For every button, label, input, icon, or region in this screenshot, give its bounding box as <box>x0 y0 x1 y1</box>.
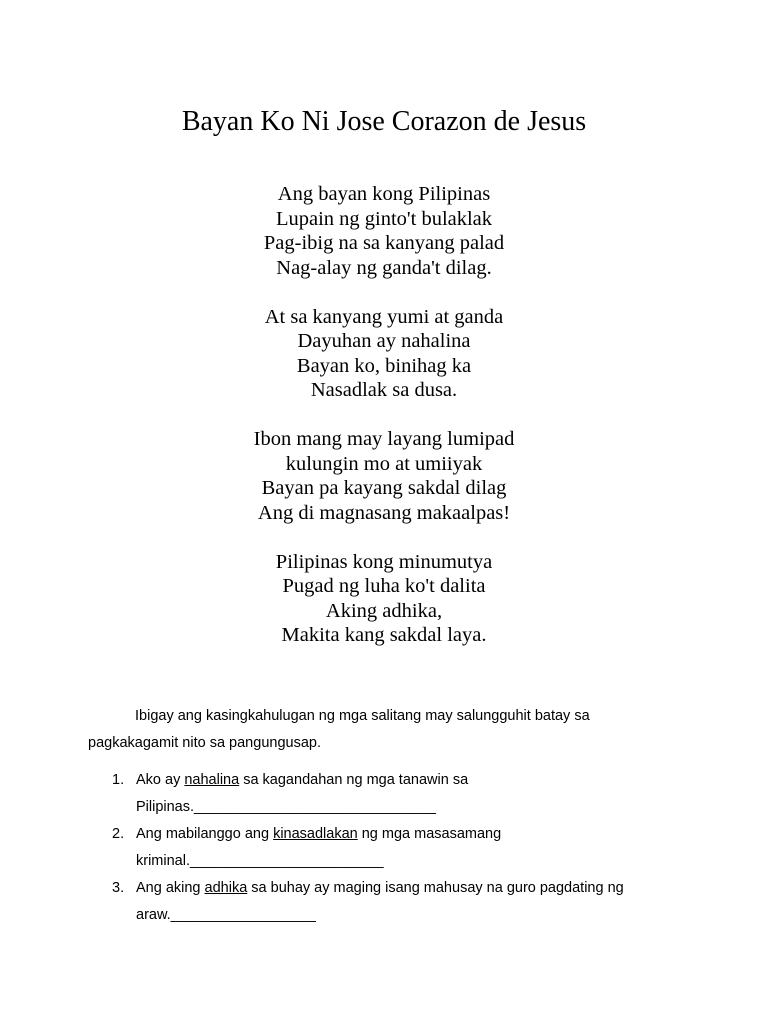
poem-stanza <box>0 550 768 648</box>
question-text: Ang mabilanggo ang kinasadlakan ng mga masasamang <box>136 826 502 842</box>
poem-line: Ibon mang may layang lumipad <box>253 428 515 450</box>
poem-line: Pugad ng luha ko't dalita <box>282 575 486 597</box>
question-item <box>88 875 708 929</box>
question-number: 3. <box>112 880 125 896</box>
poem-line: Nag-alay ng ganda't dilag. <box>276 256 492 279</box>
answer-blank-line: kriminal.________________________ <box>136 853 384 869</box>
underlined-word: kinasadlakan <box>273 826 358 842</box>
instructions-line-1: Ibigay ang kasingkahulugan ng mga salitang may salungguhit batay sa <box>135 708 590 724</box>
poem-stanza <box>0 182 768 280</box>
question-item <box>88 767 708 821</box>
poem-line: Dayuhan ay nahalina <box>297 330 471 352</box>
question-item <box>88 821 708 875</box>
poem-line: Makita kang sakdal laya. <box>281 624 487 646</box>
question-number: 2. <box>112 826 125 842</box>
page-title: Bayan Ko Ni Jose Corazon de Jesus <box>181 106 587 137</box>
poem-line: Ang di magnasang makaalpas! <box>257 501 511 524</box>
question-number: 1. <box>112 772 125 788</box>
answer-blank-line: araw.__________________ <box>136 907 316 923</box>
poem-line: Aking adhika, <box>325 599 443 622</box>
poem-line: Bayan pa kayang sakdal dilag <box>261 477 507 499</box>
poem-line: Ang bayan kong Pilipinas <box>277 183 491 205</box>
poem-line: Nasadlak sa dusa. <box>310 379 458 401</box>
poem-line: kulungin mo at umiiyak <box>285 452 483 475</box>
poem-line: Bayan ko, binihag ka <box>296 354 472 377</box>
poem-stanza <box>0 427 768 525</box>
answer-blank-line: Pilipinas.______________________________ <box>136 799 436 815</box>
question-text: Ako ay nahalina sa kagandahan ng mga tanawin sa <box>136 772 469 788</box>
poem <box>0 182 768 672</box>
poem-line: Pilipinas kong minumutya <box>275 550 493 573</box>
poem-line: Lupain ng ginto't bulaklak <box>275 207 493 230</box>
instructions <box>88 703 688 757</box>
question-text: Ang aking adhika sa buhay ay maging isang mahusay na guro pagdating ng <box>136 880 624 896</box>
poem-line: Pag-ibig na sa kanyang palad <box>263 232 505 254</box>
poem-stanza <box>0 305 768 403</box>
underlined-word: nahalina <box>184 772 240 788</box>
poem-line: At sa kanyang yumi at ganda <box>264 305 504 328</box>
instructions-line-2: pagkakagamit nito sa pangungusap. <box>88 735 321 751</box>
question-list <box>88 767 708 929</box>
underlined-word: adhika <box>204 880 248 896</box>
